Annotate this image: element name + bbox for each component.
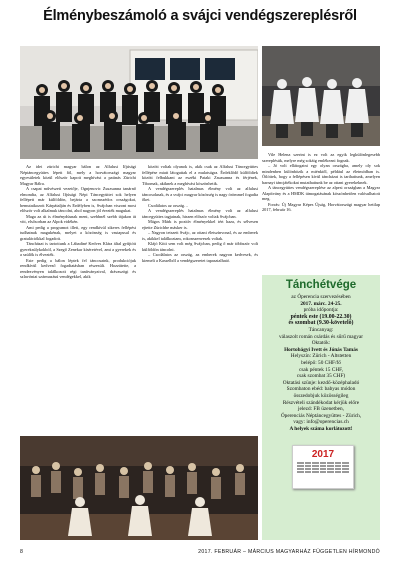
event-line: jelezd: FB üzenetben, (297, 406, 345, 413)
audience-photo (20, 436, 258, 540)
event-teachers: Hortobágyi Ivett és Jónás Tamás (284, 346, 358, 353)
event-advert-box (262, 275, 380, 540)
group-photo-bus (20, 46, 258, 159)
event-line: Táncanyag: (308, 326, 334, 333)
paragraph: Klájó Kitti sem volt még Svájcban, pedig ő már többször volt külföldön táncolni. (142, 241, 258, 252)
paragraph: – Csodálatos az ország, az emberek nagyon kedvesek, és kiemeli a Kasselből a vendégszeretet tapasztalható. (142, 252, 258, 263)
event-line: válaszolt román csárdás és sűrű magyar (279, 333, 363, 340)
event-line: Óperenciás Néptáncegyüttes - Zürich, (280, 412, 362, 419)
article-column-3 (262, 152, 380, 270)
paragraph: A táncegyüttes vendégszereplése az alpesi országban a Magyar Alapítvány és a HMDK támogatásának köszönhetően valósulhatott meg. (262, 185, 380, 201)
article-title: Élménybeszámoló a svájci vendégszereplésről (43, 8, 357, 24)
paragraph: – Nagyon tetszett Svájc, az ottani életszínvonal, és az emberek is, akikkel találkoztam, rokonszenvesek voltak. (142, 230, 258, 241)
event-time: péntek este (19.00-22.30) (290, 313, 352, 320)
paragraph: Az idei zürichi magyar bálon az Alfalusi Ifjúsági Néptáncegyüttes lépett föl, mely a horvátországi magyar egyesületek közül először kapott meghívást a patinás Zürichi Magyar Bálra. (20, 164, 136, 186)
page-footer (20, 548, 380, 556)
event-line: Oktatási szünje: kezdő-középhaladó (282, 379, 360, 386)
paragraph: A csapat művészeti vezetője, Ognjenovic Zsuzsanna tanárnő elmondta, az Alfalusi Ifjúsági Népi Táncegyüttet sok helyen fellépett már külföldön, bejárta a szomszédos országokat, bemutatkozott Kárpátalján és Erdélyben is, Svájcban viszont most először volt alkalmuk táncolni, ahol nagyon jól érezték magukat. (20, 186, 136, 213)
paragraph: Mágos Márk is pozitív élményekkel tért haza, és sélvesen ejtette Zürichbe másker is. (142, 219, 258, 230)
paragraph: – Jó volt ellátogatni egy olyan országba, amely oly sok mindenben különbözik a miénktől, például az életmódban is. Ötlöttek, hogy a fellépésen kívül táncházat is tarthattunk, amelyen barnayi táncjátékokat mutathattunk be az ottani gyerekeknek. (262, 163, 380, 185)
paragraph: Táncházat is tartottunk a Lábadiné Kedves Klára által gyűjtött gyereksúlykokból, a Szegő Zenekar kíséretével, ami a gyerekek és a szülők is élvezték. (20, 241, 136, 257)
article-column-2 (142, 164, 258, 432)
paragraph: Forrás: Új Magyar Képes Újság, Horvátországi magyar hetilap 2017, február 16. (262, 201, 380, 212)
event-line: A helyek száma korlátozott! (289, 425, 353, 432)
event-line: próba időpontja: (303, 307, 339, 314)
event-line: csak szombat 35 CHF) (296, 373, 346, 380)
publication-info: 2017. FEBRUÁR – MÁRCIUS MAGYARHÁZ FÜGGETLEN HÍRMONDÓ (198, 549, 380, 555)
paragraph: Maga az út is élménydúsnak ment, szebbnél szebb tájakon át vitt, elsősorban az Alpok vidékén. (20, 213, 136, 224)
event-line: az Óperencia szervezésében (291, 294, 351, 300)
event-title: Tánchétvége (285, 279, 357, 291)
event-line: Részvételi szándékodat kérjük előre (282, 399, 360, 406)
event-line: vagy: info@operencias.ch (293, 419, 349, 426)
article-column-1 (20, 164, 136, 432)
event-line: összedobjuk közösségileg (293, 392, 349, 399)
calendar-graphic (292, 445, 354, 489)
paragraph: Csodálatos az ország… (148, 202, 189, 208)
event-line: csak péntek 15 CHF, (298, 366, 343, 373)
paragraph: Vile Helena szerint is ez volt az egyik legkülönlegesebb szereplésük, melyre még sokáig emlékezni fognak. (262, 152, 380, 163)
event-line: Helyszín: Zürich - Altstetten (290, 353, 352, 360)
paragraph: A vendégszereplés hatalmas élmény volt az alfalusi táncegyüttes tagjainak, hiszen először voltak Svájcban. (142, 208, 258, 219)
event-line: belépő: 50 CHF/fő (301, 359, 341, 366)
paragraph: Ami pedig a programot illeti, egy rendkívül sikeres fellépést tudhatnak magukénak, melyet a közönség is vastapssal és gratulációkkal fogadott. (20, 224, 136, 241)
paragraph: Este pedig a bálon léptek fel táncosaink, produkciójuk rendkívül kedvező fogadtatásban részesült. Hozzátette, a rendezvényen találkozott régi tanítványaival, drávaszögi és szlavóniai származású vendégekkel, akik (20, 257, 136, 279)
calendar-year: 2017 (311, 449, 335, 460)
dancers-photo (262, 46, 380, 146)
event-line: Oktatók: (311, 340, 331, 347)
event-line: Szombaton ebéd: babyas módon (286, 386, 356, 393)
page-number: 8 (20, 549, 23, 555)
calendar-grid (293, 460, 353, 475)
event-time: és szombat (9.30-követelő) (288, 320, 354, 327)
event-date: 2017. márc. 24-25. (300, 300, 342, 307)
paragraph: között voltak olyanok is, akik csak az Alfalusi Táncegyüttes fellépése miatt látogattak el a mulatságra. Érdeklődő külföldiek között felbukkant az eszéki Pataki Zsuzsanna és férjének, Tibornak, akiknek a meghívást köszönhetik. (142, 164, 258, 186)
paragraph: A vendégszereplés hatalmas élmény volt az alfalusi táncosoknak, és a svájci magyar közösség is nagy örömmel fogadta őket. (142, 186, 258, 202)
